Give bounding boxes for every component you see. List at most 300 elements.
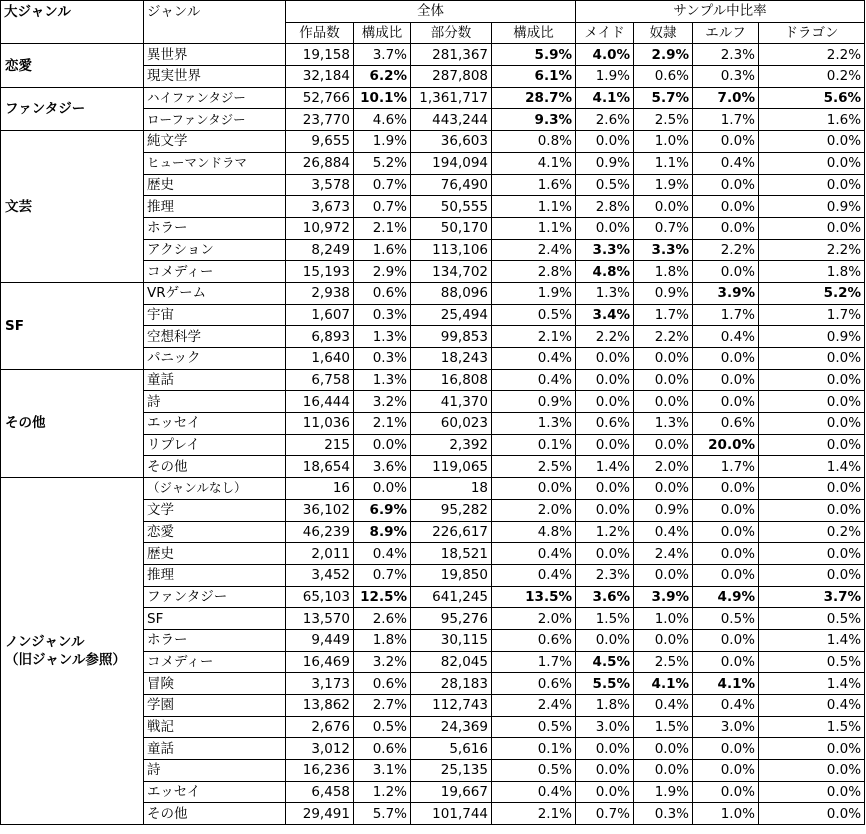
value-cell: 0.0% bbox=[693, 217, 759, 239]
value-cell: 1.0% bbox=[634, 608, 693, 630]
genre-cell: 恋愛 bbox=[144, 521, 286, 543]
genre-cell: SF bbox=[144, 608, 286, 630]
value-cell: 36,603 bbox=[411, 131, 492, 153]
value-cell: 2.6% bbox=[354, 608, 411, 630]
value-cell: 0.2% bbox=[759, 66, 865, 88]
genre-cell: ホラー bbox=[144, 629, 286, 651]
value-cell: 28,183 bbox=[411, 673, 492, 695]
value-cell: 0.0% bbox=[693, 521, 759, 543]
value-cell: 0.9% bbox=[634, 499, 693, 521]
value-cell: 0.0% bbox=[759, 760, 865, 782]
value-cell: 2.2% bbox=[693, 239, 759, 261]
value-cell: 0.6% bbox=[354, 282, 411, 304]
value-cell: 281,367 bbox=[411, 44, 492, 66]
table-row bbox=[1, 131, 865, 153]
value-cell: 0.4% bbox=[492, 348, 576, 370]
value-cell: 0.4% bbox=[492, 369, 576, 391]
value-cell: 0.0% bbox=[492, 478, 576, 500]
value-cell: 2.1% bbox=[492, 803, 576, 825]
value-cell: 287,808 bbox=[411, 66, 492, 88]
table-row bbox=[1, 87, 865, 109]
genre-cell: 空想科学 bbox=[144, 326, 286, 348]
value-cell: 95,282 bbox=[411, 499, 492, 521]
value-cell: 0.0% bbox=[634, 760, 693, 782]
value-cell: 0.6% bbox=[693, 413, 759, 435]
value-cell: 1.9% bbox=[354, 131, 411, 153]
value-cell: 1.4% bbox=[759, 673, 865, 695]
value-cell: 9.3% bbox=[492, 109, 576, 131]
value-cell: 95,276 bbox=[411, 608, 492, 630]
value-cell: 0.6% bbox=[576, 413, 634, 435]
genre-cell: アクション bbox=[144, 239, 286, 261]
value-cell: 0.0% bbox=[576, 217, 634, 239]
value-cell: 3.2% bbox=[354, 651, 411, 673]
value-cell: 1.7% bbox=[759, 304, 865, 326]
value-cell: 2,676 bbox=[286, 716, 354, 738]
value-cell: 0.0% bbox=[576, 369, 634, 391]
table-body bbox=[1, 44, 865, 825]
value-cell: 0.0% bbox=[693, 478, 759, 500]
value-cell: 19,158 bbox=[286, 44, 354, 66]
value-cell: 0.3% bbox=[354, 304, 411, 326]
value-cell: 0.0% bbox=[759, 217, 865, 239]
value-cell: 1.8% bbox=[576, 695, 634, 717]
value-cell: 0.0% bbox=[759, 543, 865, 565]
value-cell: 1.2% bbox=[576, 521, 634, 543]
value-cell: 10.1% bbox=[354, 87, 411, 109]
value-cell: 76,490 bbox=[411, 174, 492, 196]
value-cell: 9,655 bbox=[286, 131, 354, 153]
value-cell: 0.9% bbox=[759, 326, 865, 348]
value-cell: 1.8% bbox=[634, 261, 693, 283]
value-cell: 3,673 bbox=[286, 196, 354, 218]
maid-header: メイド bbox=[576, 22, 634, 44]
value-cell: 19,667 bbox=[411, 781, 492, 803]
value-cell: 1.6% bbox=[492, 174, 576, 196]
value-cell: 1.7% bbox=[634, 304, 693, 326]
value-cell: 0.5% bbox=[576, 174, 634, 196]
value-cell: 28.7% bbox=[492, 87, 576, 109]
value-cell: 101,744 bbox=[411, 803, 492, 825]
value-cell: 0.4% bbox=[492, 564, 576, 586]
value-cell: 3,578 bbox=[286, 174, 354, 196]
value-cell: 2.9% bbox=[634, 44, 693, 66]
value-cell: 20.0% bbox=[693, 434, 759, 456]
value-cell: 0.9% bbox=[492, 391, 576, 413]
value-cell: 112,743 bbox=[411, 695, 492, 717]
value-cell: 2.9% bbox=[354, 261, 411, 283]
value-cell: 0.5% bbox=[492, 760, 576, 782]
value-cell: 1.9% bbox=[492, 282, 576, 304]
value-cell: 2.5% bbox=[634, 109, 693, 131]
table-row bbox=[1, 282, 865, 304]
value-cell: 2.0% bbox=[492, 608, 576, 630]
value-cell: 0.5% bbox=[354, 716, 411, 738]
genre-cell: 童話 bbox=[144, 369, 286, 391]
value-cell: 4.8% bbox=[576, 261, 634, 283]
value-cell: 0.0% bbox=[693, 369, 759, 391]
value-cell: 13,570 bbox=[286, 608, 354, 630]
value-cell: 0.0% bbox=[693, 781, 759, 803]
genre-cell: 歴史 bbox=[144, 174, 286, 196]
value-cell: 23,770 bbox=[286, 109, 354, 131]
slave-header: 奴隷 bbox=[634, 22, 693, 44]
genre-cell: エッセイ bbox=[144, 781, 286, 803]
value-cell: 0.0% bbox=[759, 413, 865, 435]
major-genre-header: 大ジャンル bbox=[1, 1, 144, 44]
value-cell: 16,444 bbox=[286, 391, 354, 413]
value-cell: 0.0% bbox=[634, 196, 693, 218]
value-cell: 1.6% bbox=[759, 109, 865, 131]
value-cell: 1.0% bbox=[693, 803, 759, 825]
value-cell: 0.0% bbox=[759, 803, 865, 825]
major-genre-cell: ファンタジー bbox=[1, 87, 144, 130]
value-cell: 0.0% bbox=[759, 564, 865, 586]
value-cell: 3.1% bbox=[354, 760, 411, 782]
value-cell: 2.4% bbox=[634, 543, 693, 565]
genre-cell: ローファンタジー bbox=[144, 109, 286, 131]
value-cell: 3.7% bbox=[759, 586, 865, 608]
value-cell: 0.1% bbox=[492, 738, 576, 760]
value-cell: 1.3% bbox=[492, 413, 576, 435]
genre-cell: 学園 bbox=[144, 695, 286, 717]
table-row bbox=[1, 478, 865, 500]
value-cell: 2.0% bbox=[634, 456, 693, 478]
value-cell: 0.5% bbox=[693, 608, 759, 630]
value-cell: 5.7% bbox=[354, 803, 411, 825]
major-genre-cell: 恋愛 bbox=[1, 44, 144, 87]
value-cell: 0.0% bbox=[634, 478, 693, 500]
value-cell: 0.0% bbox=[759, 348, 865, 370]
dragon-header: ドラゴン bbox=[759, 22, 865, 44]
genre-cell: ホラー bbox=[144, 217, 286, 239]
value-cell: 2.2% bbox=[759, 44, 865, 66]
value-cell: 30,115 bbox=[411, 629, 492, 651]
genre-cell: ハイファンタジー bbox=[144, 87, 286, 109]
value-cell: 5,616 bbox=[411, 738, 492, 760]
value-cell: 194,094 bbox=[411, 152, 492, 174]
value-cell: 1.4% bbox=[759, 629, 865, 651]
genre-cell: 童話 bbox=[144, 738, 286, 760]
value-cell: 0.0% bbox=[693, 261, 759, 283]
value-cell: 0.0% bbox=[576, 781, 634, 803]
genre-cell: 冒険 bbox=[144, 673, 286, 695]
works-count-header: 作品数 bbox=[286, 22, 354, 44]
value-cell: 19,850 bbox=[411, 564, 492, 586]
value-cell: 0.7% bbox=[354, 174, 411, 196]
value-cell: 0.9% bbox=[634, 282, 693, 304]
value-cell: 16,469 bbox=[286, 651, 354, 673]
value-cell: 3.6% bbox=[354, 456, 411, 478]
value-cell: 2.2% bbox=[576, 326, 634, 348]
value-cell: 10,972 bbox=[286, 217, 354, 239]
value-cell: 0.0% bbox=[759, 152, 865, 174]
parts-ratio-header: 構成比 bbox=[492, 22, 576, 44]
value-cell: 0.0% bbox=[693, 499, 759, 521]
value-cell: 3,173 bbox=[286, 673, 354, 695]
value-cell: 2,011 bbox=[286, 543, 354, 565]
value-cell: 15,193 bbox=[286, 261, 354, 283]
value-cell: 0.0% bbox=[354, 434, 411, 456]
sample-ratio-header: サンプル中比率 bbox=[576, 1, 865, 23]
value-cell: 1.9% bbox=[634, 781, 693, 803]
value-cell: 6.2% bbox=[354, 66, 411, 88]
value-cell: 2.6% bbox=[576, 109, 634, 131]
value-cell: 0.7% bbox=[634, 217, 693, 239]
value-cell: 18,654 bbox=[286, 456, 354, 478]
value-cell: 1.9% bbox=[634, 174, 693, 196]
value-cell: 5.7% bbox=[634, 87, 693, 109]
value-cell: 0.4% bbox=[354, 543, 411, 565]
value-cell: 2.1% bbox=[354, 217, 411, 239]
value-cell: 0.0% bbox=[759, 781, 865, 803]
value-cell: 0.4% bbox=[693, 152, 759, 174]
value-cell: 119,065 bbox=[411, 456, 492, 478]
value-cell: 2,938 bbox=[286, 282, 354, 304]
value-cell: 0.4% bbox=[634, 695, 693, 717]
value-cell: 4.1% bbox=[693, 673, 759, 695]
value-cell: 0.0% bbox=[693, 196, 759, 218]
value-cell: 0.0% bbox=[759, 738, 865, 760]
value-cell: 5.5% bbox=[576, 673, 634, 695]
genre-cell: 純文学 bbox=[144, 131, 286, 153]
value-cell: 0.6% bbox=[634, 66, 693, 88]
value-cell: 641,245 bbox=[411, 586, 492, 608]
value-cell: 3,012 bbox=[286, 738, 354, 760]
value-cell: 2.3% bbox=[693, 44, 759, 66]
value-cell: 0.0% bbox=[759, 478, 865, 500]
value-cell: 0.8% bbox=[492, 131, 576, 153]
genre-cell: （ジャンルなし） bbox=[144, 478, 286, 500]
value-cell: 1.4% bbox=[576, 456, 634, 478]
value-cell: 3.3% bbox=[576, 239, 634, 261]
value-cell: 0.4% bbox=[492, 543, 576, 565]
value-cell: 0.0% bbox=[576, 478, 634, 500]
value-cell: 1.5% bbox=[634, 716, 693, 738]
value-cell: 5.6% bbox=[759, 87, 865, 109]
value-cell: 1,607 bbox=[286, 304, 354, 326]
table-row bbox=[1, 44, 865, 66]
value-cell: 18,243 bbox=[411, 348, 492, 370]
value-cell: 26,884 bbox=[286, 152, 354, 174]
major-genre-cell: その他 bbox=[1, 369, 144, 477]
value-cell: 0.5% bbox=[492, 304, 576, 326]
value-cell: 8,249 bbox=[286, 239, 354, 261]
genre-cell: その他 bbox=[144, 456, 286, 478]
value-cell: 16,808 bbox=[411, 369, 492, 391]
value-cell: 1,640 bbox=[286, 348, 354, 370]
value-cell: 0.0% bbox=[693, 131, 759, 153]
value-cell: 0.4% bbox=[634, 521, 693, 543]
value-cell: 4.1% bbox=[492, 152, 576, 174]
value-cell: 0.0% bbox=[576, 629, 634, 651]
value-cell: 0.0% bbox=[693, 348, 759, 370]
value-cell: 0.0% bbox=[759, 174, 865, 196]
value-cell: 0.5% bbox=[759, 651, 865, 673]
value-cell: 4.0% bbox=[576, 44, 634, 66]
value-cell: 1.3% bbox=[354, 326, 411, 348]
value-cell: 3.0% bbox=[576, 716, 634, 738]
value-cell: 0.0% bbox=[576, 131, 634, 153]
value-cell: 1.7% bbox=[693, 109, 759, 131]
value-cell: 0.0% bbox=[693, 174, 759, 196]
overall-header: 全体 bbox=[286, 1, 576, 23]
value-cell: 1.5% bbox=[759, 716, 865, 738]
value-cell: 0.0% bbox=[634, 434, 693, 456]
value-cell: 3.3% bbox=[634, 239, 693, 261]
table-row bbox=[1, 369, 865, 391]
value-cell: 134,702 bbox=[411, 261, 492, 283]
value-cell: 60,023 bbox=[411, 413, 492, 435]
value-cell: 2.1% bbox=[354, 413, 411, 435]
value-cell: 7.0% bbox=[693, 87, 759, 109]
genre-cell: 歴史 bbox=[144, 543, 286, 565]
value-cell: 2.5% bbox=[492, 456, 576, 478]
value-cell: 1.7% bbox=[492, 651, 576, 673]
value-cell: 5.2% bbox=[354, 152, 411, 174]
value-cell: 1,361,717 bbox=[411, 87, 492, 109]
genre-cell: 宇宙 bbox=[144, 304, 286, 326]
genre-cell: 詩 bbox=[144, 760, 286, 782]
value-cell: 3.6% bbox=[576, 586, 634, 608]
value-cell: 88,096 bbox=[411, 282, 492, 304]
value-cell: 0.2% bbox=[759, 521, 865, 543]
value-cell: 1.1% bbox=[492, 217, 576, 239]
value-cell: 1.8% bbox=[759, 261, 865, 283]
value-cell: 2.0% bbox=[492, 499, 576, 521]
value-cell: 4.5% bbox=[576, 651, 634, 673]
value-cell: 3.9% bbox=[634, 586, 693, 608]
value-cell: 0.4% bbox=[693, 695, 759, 717]
value-cell: 0.0% bbox=[759, 369, 865, 391]
value-cell: 1.1% bbox=[634, 152, 693, 174]
value-cell: 0.0% bbox=[759, 499, 865, 521]
value-cell: 0.0% bbox=[759, 434, 865, 456]
value-cell: 3.4% bbox=[576, 304, 634, 326]
value-cell: 6.9% bbox=[354, 499, 411, 521]
value-cell: 18 bbox=[411, 478, 492, 500]
genre-cell: VRゲーム bbox=[144, 282, 286, 304]
value-cell: 0.0% bbox=[576, 391, 634, 413]
genre-cell: ヒューマンドラマ bbox=[144, 152, 286, 174]
value-cell: 1.7% bbox=[693, 456, 759, 478]
genre-cell: 異世界 bbox=[144, 44, 286, 66]
value-cell: 0.0% bbox=[576, 543, 634, 565]
table-header bbox=[1, 1, 865, 44]
value-cell: 0.3% bbox=[354, 348, 411, 370]
value-cell: 3.2% bbox=[354, 391, 411, 413]
value-cell: 0.0% bbox=[693, 651, 759, 673]
value-cell: 29,491 bbox=[286, 803, 354, 825]
works-ratio-header: 構成比 bbox=[354, 22, 411, 44]
value-cell: 99,853 bbox=[411, 326, 492, 348]
value-cell: 3,452 bbox=[286, 564, 354, 586]
genre-cell: ファンタジー bbox=[144, 586, 286, 608]
value-cell: 0.6% bbox=[492, 629, 576, 651]
value-cell: 82,045 bbox=[411, 651, 492, 673]
value-cell: 0.0% bbox=[634, 391, 693, 413]
value-cell: 2.7% bbox=[354, 695, 411, 717]
value-cell: 1.7% bbox=[693, 304, 759, 326]
value-cell: 0.6% bbox=[492, 673, 576, 695]
value-cell: 0.4% bbox=[693, 326, 759, 348]
value-cell: 6,758 bbox=[286, 369, 354, 391]
genre-header: ジャンル bbox=[144, 1, 286, 44]
value-cell: 0.0% bbox=[693, 391, 759, 413]
value-cell: 226,617 bbox=[411, 521, 492, 543]
value-cell: 46,239 bbox=[286, 521, 354, 543]
value-cell: 0.1% bbox=[492, 434, 576, 456]
value-cell: 36,102 bbox=[286, 499, 354, 521]
value-cell: 5.9% bbox=[492, 44, 576, 66]
value-cell: 0.7% bbox=[354, 196, 411, 218]
value-cell: 1.5% bbox=[576, 608, 634, 630]
value-cell: 0.0% bbox=[759, 391, 865, 413]
value-cell: 0.0% bbox=[634, 564, 693, 586]
value-cell: 16,236 bbox=[286, 760, 354, 782]
genre-cell: 詩 bbox=[144, 391, 286, 413]
value-cell: 0.0% bbox=[354, 478, 411, 500]
value-cell: 6,458 bbox=[286, 781, 354, 803]
value-cell: 65,103 bbox=[286, 586, 354, 608]
elf-header: エルフ bbox=[693, 22, 759, 44]
genre-cell: その他 bbox=[144, 803, 286, 825]
value-cell: 2.4% bbox=[492, 239, 576, 261]
value-cell: 4.6% bbox=[354, 109, 411, 131]
value-cell: 2.5% bbox=[634, 651, 693, 673]
value-cell: 2,392 bbox=[411, 434, 492, 456]
major-genre-cell: ノンジャンル （旧ジャンル参照） bbox=[1, 478, 144, 825]
value-cell: 2.8% bbox=[576, 196, 634, 218]
genre-cell: 文学 bbox=[144, 499, 286, 521]
value-cell: 2.4% bbox=[492, 695, 576, 717]
value-cell: 4.1% bbox=[634, 673, 693, 695]
value-cell: 12.5% bbox=[354, 586, 411, 608]
value-cell: 0.0% bbox=[634, 738, 693, 760]
value-cell: 0.0% bbox=[576, 348, 634, 370]
major-genre-cell: 文芸 bbox=[1, 131, 144, 283]
value-cell: 0.7% bbox=[576, 803, 634, 825]
value-cell: 443,244 bbox=[411, 109, 492, 131]
value-cell: 1.1% bbox=[492, 196, 576, 218]
genre-cell: 現実世界 bbox=[144, 66, 286, 88]
genre-cell: リプレイ bbox=[144, 434, 286, 456]
value-cell: 0.0% bbox=[576, 738, 634, 760]
genre-cell: 戦記 bbox=[144, 716, 286, 738]
value-cell: 0.4% bbox=[759, 695, 865, 717]
value-cell: 50,555 bbox=[411, 196, 492, 218]
value-cell: 1.3% bbox=[354, 369, 411, 391]
genre-cell: 推理 bbox=[144, 564, 286, 586]
value-cell: 32,184 bbox=[286, 66, 354, 88]
value-cell: 18,521 bbox=[411, 543, 492, 565]
value-cell: 16 bbox=[286, 478, 354, 500]
value-cell: 1.3% bbox=[576, 282, 634, 304]
value-cell: 3.7% bbox=[354, 44, 411, 66]
value-cell: 13,862 bbox=[286, 695, 354, 717]
value-cell: 3.0% bbox=[693, 716, 759, 738]
value-cell: 0.0% bbox=[576, 760, 634, 782]
value-cell: 6,893 bbox=[286, 326, 354, 348]
value-cell: 2.8% bbox=[492, 261, 576, 283]
value-cell: 1.2% bbox=[354, 781, 411, 803]
value-cell: 24,369 bbox=[411, 716, 492, 738]
value-cell: 0.0% bbox=[693, 543, 759, 565]
value-cell: 2.2% bbox=[759, 239, 865, 261]
value-cell: 0.0% bbox=[576, 499, 634, 521]
value-cell: 25,494 bbox=[411, 304, 492, 326]
value-cell: 0.3% bbox=[634, 803, 693, 825]
